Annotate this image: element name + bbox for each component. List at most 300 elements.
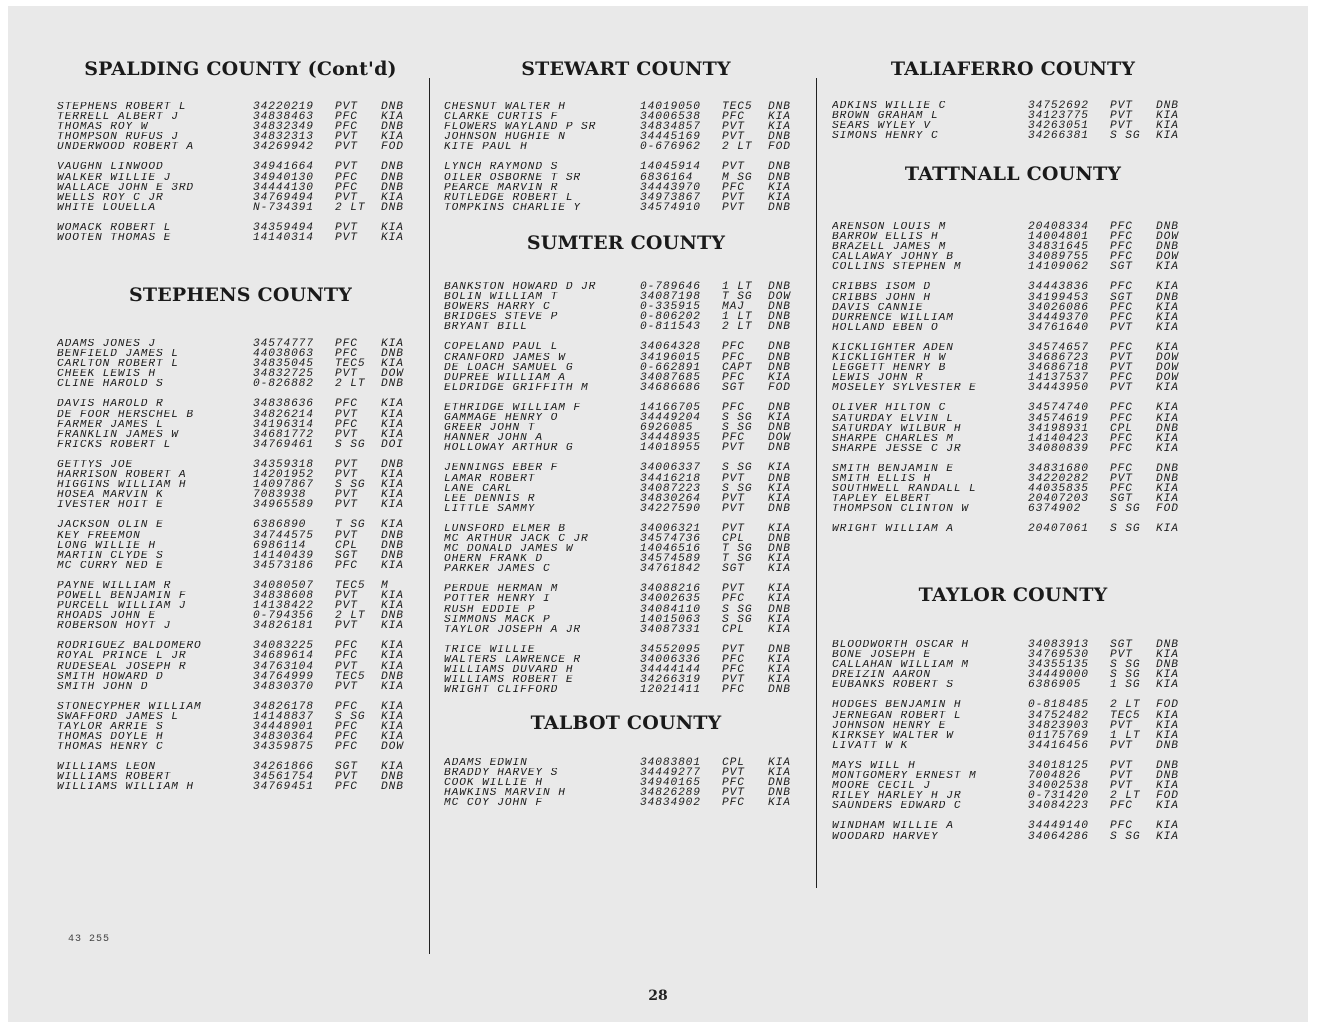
rank: PVT bbox=[1110, 321, 1133, 334]
document-page bbox=[8, 6, 1308, 1022]
roster-group bbox=[832, 464, 1196, 514]
casualty-row bbox=[444, 494, 808, 504]
status-code: KIA bbox=[1156, 382, 1179, 395]
rank: PFC bbox=[1110, 231, 1133, 244]
serial-number: 6926085 bbox=[640, 422, 694, 435]
casualty-row bbox=[832, 680, 1196, 690]
casualty-row bbox=[444, 142, 808, 152]
casualty-row bbox=[444, 322, 808, 332]
rank: T SG bbox=[722, 291, 753, 304]
rank: S SG bbox=[1110, 130, 1141, 143]
serial-number: 34026086 bbox=[1028, 301, 1089, 314]
status-code: DNB bbox=[381, 348, 404, 361]
casualty-row bbox=[444, 173, 808, 183]
casualty-row bbox=[832, 504, 1196, 514]
status-code: KIA bbox=[768, 492, 791, 505]
casualty-name: WILLIAMS WILLIAM H bbox=[57, 782, 195, 793]
casualty-name: ARENSON LOUIS M bbox=[832, 222, 947, 233]
casualty-name: HOLLAND EBEN O bbox=[832, 322, 939, 333]
casualty-name: BRIDGES STEVE P bbox=[444, 312, 559, 323]
casualty-row bbox=[832, 262, 1196, 272]
rank: PVT bbox=[722, 502, 745, 515]
rank: PVT bbox=[335, 499, 358, 512]
serial-number: 34449140 bbox=[1028, 820, 1089, 833]
rank: PFC bbox=[1110, 221, 1133, 233]
rank: PFC bbox=[335, 741, 358, 754]
rank: PFC bbox=[335, 398, 358, 411]
casualty-row bbox=[444, 363, 808, 373]
status-code: KIA bbox=[768, 674, 791, 687]
roster-group bbox=[57, 520, 421, 570]
casualty-name: SAUNDERS EDWARD C bbox=[832, 801, 962, 812]
casualty-row bbox=[832, 363, 1196, 373]
serial-number: 20407203 bbox=[1028, 493, 1089, 506]
roster-group bbox=[57, 162, 421, 212]
serial-number: 14019050 bbox=[640, 101, 701, 113]
casualty-name: WILLIAMS LEON bbox=[57, 762, 156, 773]
status-code: KIA bbox=[381, 721, 404, 733]
rank: T SG bbox=[722, 553, 753, 566]
casualty-row bbox=[444, 655, 808, 665]
serial-number: 34089755 bbox=[1028, 251, 1089, 264]
rank: PVT bbox=[335, 232, 358, 245]
casualty-name: PEARCE MARVIN R bbox=[444, 182, 559, 193]
rank: PVT bbox=[335, 529, 358, 542]
status-code: KIA bbox=[1156, 412, 1179, 425]
casualty-name: CARLTON ROBERT L bbox=[57, 359, 179, 370]
casualty-name: RUDESEAL JOSEPH R bbox=[57, 661, 187, 672]
casualty-name: WILLIAMS DUVARD H bbox=[444, 665, 574, 676]
casualty-row bbox=[832, 464, 1196, 474]
county-heading-talbot-county: TALBOT COUNTY bbox=[530, 712, 722, 734]
status-code: DNB bbox=[768, 472, 791, 485]
status-code: KIA bbox=[1156, 493, 1179, 506]
rank: PVT bbox=[722, 131, 745, 144]
rank: PVT bbox=[1110, 110, 1133, 123]
serial-number: 34123775 bbox=[1028, 110, 1089, 123]
serial-number: 34083913 bbox=[1028, 639, 1089, 651]
status-code: KIA bbox=[381, 559, 404, 572]
status-code: DNB bbox=[381, 378, 404, 391]
status-code: DNB bbox=[381, 161, 404, 174]
rank: PFC bbox=[1110, 402, 1133, 415]
casualty-name: JENNINGS EBER F bbox=[444, 463, 559, 474]
casualty-name: MARTIN CLYDE S bbox=[57, 550, 164, 561]
casualty-row bbox=[832, 222, 1196, 232]
serial-number: 34269942 bbox=[253, 141, 314, 154]
casualty-name: RUTLEDGE ROBERT L bbox=[444, 192, 574, 203]
roster-group bbox=[832, 700, 1196, 750]
casualty-row bbox=[57, 223, 421, 233]
casualty-name: COLLINS STEPHEN M bbox=[832, 262, 962, 273]
serial-number: 34448901 bbox=[253, 721, 314, 733]
casualty-row bbox=[444, 413, 808, 423]
rank: PFC bbox=[722, 593, 745, 606]
casualty-row bbox=[444, 534, 808, 544]
status-code: DNB bbox=[381, 101, 404, 113]
casualty-name: WILLIAMS ROBERT E bbox=[444, 675, 574, 686]
roster-group bbox=[444, 584, 808, 634]
casualty-row bbox=[832, 821, 1196, 831]
casualty-row bbox=[444, 342, 808, 352]
rank: S SG bbox=[1110, 523, 1141, 536]
serial-number: 34941664 bbox=[253, 161, 314, 174]
serial-number: 0-806202 bbox=[640, 311, 701, 324]
rank: PFC bbox=[1110, 820, 1133, 833]
rank: S SG bbox=[1110, 669, 1141, 682]
status-code: KIA bbox=[1156, 780, 1179, 793]
rank: PVT bbox=[722, 787, 745, 800]
casualty-name: WHITE LOUELLA bbox=[57, 202, 156, 213]
roster-group bbox=[444, 342, 808, 392]
rank: PFC bbox=[335, 721, 358, 733]
casualty-name: BENFIELD JAMES L bbox=[57, 349, 179, 360]
casualty-row bbox=[832, 434, 1196, 444]
casualty-name: THOMPSON RUFUS J bbox=[57, 132, 179, 143]
status-code: DNB bbox=[768, 442, 791, 455]
status-code: DNB bbox=[768, 787, 791, 800]
rank: PVT bbox=[1110, 770, 1133, 783]
status-code: KIA bbox=[381, 469, 404, 482]
rank: PFC bbox=[1110, 311, 1133, 324]
casualty-name: HIGGINS WILLIAM H bbox=[57, 480, 187, 491]
casualty-row bbox=[444, 203, 808, 213]
casualty-row bbox=[444, 373, 808, 383]
casualty-row bbox=[444, 564, 808, 574]
casualty-row bbox=[444, 675, 808, 685]
status-code: KIA bbox=[768, 757, 791, 769]
status-code: DNB bbox=[768, 321, 791, 334]
rank: CPL bbox=[722, 623, 745, 636]
serial-number: 7004826 bbox=[1028, 770, 1082, 783]
casualty-name: HODGES BENJAMIN H bbox=[832, 700, 962, 711]
serial-number: 34832313 bbox=[253, 131, 314, 144]
casualty-name: ROBERSON HOYT J bbox=[57, 621, 172, 632]
status-code: KIA bbox=[768, 653, 791, 666]
casualty-name: BRADDY HARVEY S bbox=[444, 768, 559, 779]
serial-number: 34834857 bbox=[640, 121, 701, 134]
rank: 1 LT bbox=[1110, 729, 1141, 742]
rank: PFC bbox=[722, 371, 745, 384]
casualty-name: MC COY JOHN F bbox=[444, 798, 543, 809]
casualty-row bbox=[444, 788, 808, 798]
serial-number: 14046516 bbox=[640, 543, 701, 556]
serial-number: 34838636 bbox=[253, 398, 314, 411]
serial-number: 0-676962 bbox=[640, 141, 701, 154]
status-code: KIA bbox=[768, 623, 791, 636]
roster-group bbox=[444, 758, 808, 808]
serial-number: 14137537 bbox=[1028, 372, 1089, 385]
roster-stephens-county bbox=[57, 339, 421, 803]
roster-taliaferro-county bbox=[832, 101, 1196, 151]
status-code: KIA bbox=[768, 593, 791, 606]
casualty-name: STONECYPHER WILLIAM bbox=[57, 701, 202, 712]
serial-number: 34574589 bbox=[640, 553, 701, 566]
serial-number: 0-811543 bbox=[640, 321, 701, 334]
casualty-row bbox=[57, 112, 421, 122]
serial-number: 34416456 bbox=[1028, 739, 1089, 752]
rank: PFC bbox=[1110, 281, 1133, 294]
casualty-name: TRICE WILLIE bbox=[444, 644, 536, 655]
casualty-row bbox=[57, 420, 421, 430]
casualty-row bbox=[57, 732, 421, 742]
rank: PVT bbox=[335, 101, 358, 113]
rank: PFC bbox=[722, 341, 745, 354]
casualty-name: WALKER WILLIE J bbox=[57, 172, 172, 183]
casualty-name: WILLIAMS ROBERT bbox=[57, 772, 172, 783]
casualty-row bbox=[832, 660, 1196, 670]
casualty-row bbox=[57, 183, 421, 193]
status-code: FOD bbox=[768, 141, 791, 154]
rank: PVT bbox=[1110, 759, 1133, 772]
rank: PFC bbox=[335, 338, 358, 350]
rank: PFC bbox=[722, 777, 745, 790]
rank: S SG bbox=[1110, 659, 1141, 672]
casualty-row bbox=[832, 781, 1196, 791]
casualty-name: CALLAWAY JOHNY B bbox=[832, 252, 954, 263]
status-code: KIA bbox=[1156, 719, 1179, 732]
casualty-row bbox=[57, 782, 421, 792]
casualty-row bbox=[57, 233, 421, 243]
rank: PVT bbox=[1110, 719, 1133, 732]
rank: PVT bbox=[722, 767, 745, 780]
status-code: DNB bbox=[1156, 221, 1179, 233]
rank: PVT bbox=[335, 589, 358, 602]
casualty-row bbox=[444, 758, 808, 768]
casualty-row bbox=[444, 443, 808, 453]
rank: PFC bbox=[1110, 483, 1133, 496]
casualty-name: HOSEA MARVIN K bbox=[57, 490, 164, 501]
serial-number: 34965589 bbox=[253, 499, 314, 512]
casualty-row bbox=[832, 791, 1196, 801]
status-code: KIA bbox=[768, 613, 791, 626]
casualty-name: HAWKINS MARVIN H bbox=[444, 788, 566, 799]
casualty-name: KEY FREEMON bbox=[57, 530, 141, 541]
casualty-row bbox=[444, 122, 808, 132]
casualty-row bbox=[444, 645, 808, 655]
casualty-name: DAVIS CANNIE bbox=[832, 302, 924, 313]
casualty-row bbox=[57, 641, 421, 651]
casualty-name: MC ARTHUR JACK C JR bbox=[444, 533, 589, 545]
casualty-row bbox=[832, 343, 1196, 353]
status-code: DNB bbox=[1156, 639, 1179, 651]
status-code: FOD bbox=[768, 381, 791, 394]
status-code: KIA bbox=[381, 761, 404, 774]
rank: PVT bbox=[722, 583, 745, 596]
status-code: DNB bbox=[381, 771, 404, 784]
casualty-row bbox=[444, 615, 808, 625]
status-code: KIA bbox=[1156, 130, 1179, 143]
rank: PFC bbox=[1110, 432, 1133, 445]
casualty-row bbox=[57, 682, 421, 692]
casualty-row bbox=[57, 672, 421, 682]
casualty-name: LAMAR ROBERT bbox=[444, 473, 536, 484]
rank: PFC bbox=[722, 797, 745, 810]
casualty-name: LEE DENNIS R bbox=[444, 493, 536, 504]
serial-number: 34261866 bbox=[253, 761, 314, 774]
roster-group bbox=[444, 645, 808, 695]
casualty-name: TAYLOR JOSEPH A JR bbox=[444, 624, 582, 635]
rank: TEC5 bbox=[1110, 709, 1141, 722]
serial-number: 34196015 bbox=[640, 351, 701, 364]
serial-number: 34355135 bbox=[1028, 659, 1089, 672]
status-code: KIA bbox=[768, 583, 791, 596]
rank: PFC bbox=[335, 640, 358, 653]
serial-number: 34266319 bbox=[640, 674, 701, 687]
casualty-row bbox=[832, 383, 1196, 393]
casualty-row bbox=[57, 399, 421, 409]
casualty-row bbox=[57, 742, 421, 752]
casualty-name: EUBANKS ROBERT S bbox=[832, 680, 954, 691]
status-code: KIA bbox=[768, 412, 791, 425]
casualty-name: THOMAS HENRY C bbox=[57, 742, 164, 753]
rank: PVT bbox=[1110, 100, 1133, 112]
casualty-name: LIVATT W K bbox=[832, 740, 909, 751]
casualty-row bbox=[57, 601, 421, 611]
casualty-name: THOMPSON CLINTON W bbox=[832, 504, 970, 515]
status-code: KIA bbox=[381, 519, 404, 532]
rank: PVT bbox=[335, 368, 358, 381]
status-code: FOD bbox=[1156, 790, 1179, 803]
casualty-row bbox=[57, 359, 421, 369]
rank: PFC bbox=[335, 111, 358, 124]
status-code: DNB bbox=[768, 101, 791, 113]
status-code: DNB bbox=[381, 781, 404, 794]
casualty-name: OILER OSBORNE T SR bbox=[444, 172, 582, 183]
rank: S SG bbox=[722, 412, 753, 425]
casualty-row bbox=[57, 480, 421, 490]
casualty-row bbox=[57, 142, 421, 152]
serial-number: 34830264 bbox=[640, 492, 701, 505]
rank: PFC bbox=[1110, 412, 1133, 425]
roster-group bbox=[57, 641, 421, 691]
status-code: KIA bbox=[381, 358, 404, 371]
casualty-name: LITTLE SAMMY bbox=[444, 503, 536, 514]
serial-number: 34763104 bbox=[253, 660, 314, 673]
status-code: DNB bbox=[381, 171, 404, 184]
serial-number: 14045914 bbox=[640, 161, 701, 174]
county-heading-sumter-county: SUMTER COUNTY bbox=[526, 232, 726, 254]
status-code: DNB bbox=[768, 401, 791, 414]
rank: S SG bbox=[722, 613, 753, 626]
casualty-row bbox=[57, 712, 421, 722]
serial-number: 34083225 bbox=[253, 640, 314, 653]
casualty-name: COOK WILLIE H bbox=[444, 778, 543, 789]
serial-number: 34769461 bbox=[253, 438, 314, 451]
serial-number: 34761640 bbox=[1028, 321, 1089, 334]
casualty-row bbox=[832, 242, 1196, 252]
casualty-row bbox=[444, 665, 808, 675]
casualty-row bbox=[444, 353, 808, 363]
serial-number: 6836164 bbox=[640, 171, 694, 184]
serial-number: 14015063 bbox=[640, 613, 701, 626]
serial-number: 34018125 bbox=[1028, 759, 1089, 772]
serial-number: 34834902 bbox=[640, 797, 701, 810]
serial-number: 34196314 bbox=[253, 418, 314, 431]
serial-number: 14004801 bbox=[1028, 231, 1089, 244]
rank: S SG bbox=[722, 462, 753, 475]
status-code: KIA bbox=[381, 479, 404, 492]
casualty-row bbox=[57, 173, 421, 183]
casualty-name: ELDRIDGE GRIFFITH M bbox=[444, 382, 589, 393]
casualty-name: ADAMS JONES J bbox=[57, 339, 156, 350]
casualty-row bbox=[57, 162, 421, 172]
status-code: KIA bbox=[1156, 110, 1179, 123]
rank: PFC bbox=[335, 181, 358, 194]
casualty-row bbox=[832, 771, 1196, 781]
rank: T SG bbox=[335, 519, 366, 532]
serial-number: 34973867 bbox=[640, 191, 701, 204]
serial-number: 34769451 bbox=[253, 781, 314, 794]
rank: 1 LT bbox=[722, 281, 753, 293]
casualty-name: GETTYS JOE bbox=[57, 459, 134, 471]
status-code: DNB bbox=[768, 502, 791, 515]
rank: PFC bbox=[335, 171, 358, 184]
roster-talbot-county bbox=[444, 758, 808, 818]
rank: PVT bbox=[335, 660, 358, 673]
casualty-row bbox=[444, 102, 808, 112]
casualty-row bbox=[444, 685, 808, 695]
serial-number: 0-818485 bbox=[1028, 699, 1089, 712]
status-code: DNB bbox=[768, 201, 791, 214]
casualty-row bbox=[832, 424, 1196, 434]
casualty-row bbox=[832, 721, 1196, 731]
casualty-name: CRIBBS JOHN H bbox=[832, 292, 931, 303]
casualty-name: DE LOACH SAMUEL G bbox=[444, 362, 574, 373]
casualty-name: WINDHAM WILLIE A bbox=[832, 821, 954, 832]
serial-number: 34561754 bbox=[253, 771, 314, 784]
roster-group bbox=[832, 761, 1196, 811]
rank: PFC bbox=[722, 432, 745, 445]
casualty-row bbox=[832, 373, 1196, 383]
rank: PFC bbox=[335, 781, 358, 794]
serial-number: 0-335915 bbox=[640, 301, 701, 314]
serial-number: 14140314 bbox=[253, 232, 314, 245]
casualty-row bbox=[57, 591, 421, 601]
casualty-row bbox=[444, 584, 808, 594]
casualty-row bbox=[832, 761, 1196, 771]
serial-number: 34006336 bbox=[640, 653, 701, 666]
status-code: KIA bbox=[381, 710, 404, 723]
casualty-name: SMITH BENJAMIN E bbox=[832, 463, 954, 474]
serial-number: 34064328 bbox=[640, 341, 701, 354]
casualty-row bbox=[832, 484, 1196, 494]
rank: S SG bbox=[335, 479, 366, 492]
rank: PFC bbox=[722, 684, 745, 697]
serial-number: 34359875 bbox=[253, 741, 314, 754]
serial-number: 6386905 bbox=[1028, 679, 1082, 692]
status-code: KIA bbox=[768, 191, 791, 204]
status-code: DNB bbox=[381, 549, 404, 562]
casualty-name: DURRENCE WILLIAM bbox=[832, 312, 954, 323]
status-code: DNB bbox=[768, 301, 791, 314]
serial-number: 34574910 bbox=[640, 201, 701, 214]
status-code: KIA bbox=[381, 338, 404, 350]
rank: PFC bbox=[335, 121, 358, 134]
rank: M SG bbox=[722, 171, 753, 184]
rank: 2 LT bbox=[335, 378, 366, 391]
serial-number: 34087331 bbox=[640, 623, 701, 636]
casualty-name: RODRIGUEZ BALDOMERO bbox=[57, 641, 202, 652]
serial-number: 34574619 bbox=[1028, 412, 1089, 425]
casualty-name: SHARPE JESSE C JR bbox=[832, 443, 962, 454]
casualty-row bbox=[444, 112, 808, 122]
status-code: DNB bbox=[1156, 770, 1179, 783]
county-heading-stewart-county: STEWART COUNTY bbox=[521, 58, 731, 80]
casualty-name: UNDERWOOD ROBERT A bbox=[57, 142, 195, 153]
serial-number: 34416218 bbox=[640, 472, 701, 485]
rank: S SG bbox=[722, 603, 753, 616]
